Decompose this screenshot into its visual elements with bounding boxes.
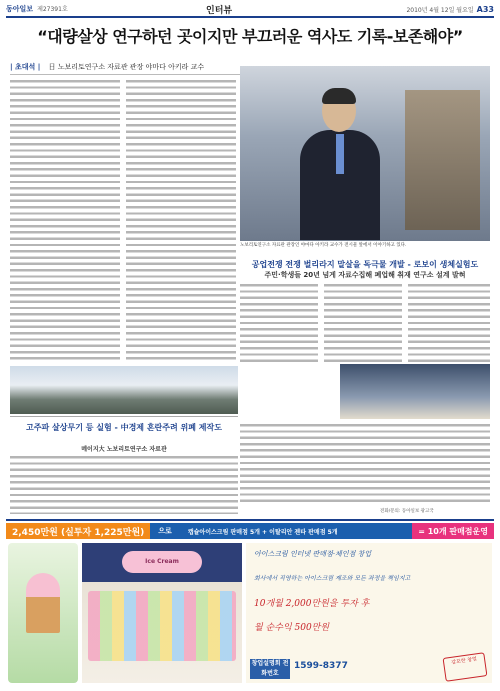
body-column-2 bbox=[126, 80, 236, 360]
ad-hand-2: 회사에서 직영하는 아이스크림 제조와 모든 과정을 책임지고 bbox=[254, 575, 411, 582]
section2-headline: 고주파 살상무기 등 실험 - 中경제 혼란주려 위폐 제작도 bbox=[10, 416, 238, 441]
footer-note: 전화/문의: 동아일보 광고국 bbox=[380, 509, 434, 514]
photo-caption: 노보리토연구소 자료관 관장인 야마다 아키라 교수가 전시물 앞에서 이야기하고 있다. bbox=[240, 243, 407, 248]
byline-tag: | 초대석 | bbox=[10, 63, 41, 71]
right-lower-body bbox=[240, 424, 490, 506]
section2-body bbox=[10, 456, 238, 514]
interviewee-figure bbox=[300, 90, 380, 240]
ad-seal: 감포한 창업 bbox=[443, 652, 488, 682]
page-headline: “대량살상 연구하던 곳이지만 부끄러운 역사도 기록-보존해야” bbox=[37, 27, 463, 46]
text-block bbox=[10, 80, 120, 360]
ad-count: = 10개 판매점운영 bbox=[412, 523, 494, 539]
icecream-display-image bbox=[88, 591, 236, 661]
icecream-cone-icon bbox=[26, 573, 60, 633]
ad-info-stamp: 창업설명회 전화번호 bbox=[251, 660, 289, 677]
exhibit-room-photo bbox=[340, 364, 490, 419]
date-page bbox=[406, 5, 494, 14]
advertisement bbox=[6, 519, 494, 689]
masthead bbox=[6, 4, 494, 18]
ad-brand-logo: Ice Cream bbox=[122, 551, 202, 573]
subhead-line-1: 공업전쟁 전쟁 벌리라지 말살을 독극물 개발 - 로보이 생체실험도 bbox=[251, 260, 479, 269]
section2-subtitle: 메이지大 노보리토연구소 자료관 bbox=[81, 446, 167, 453]
subhead-line-2: 주민·학생들 20년 넘게 자료수집해 폐업해 취재 연구소 설계 발혀 bbox=[264, 271, 466, 279]
body-column-3 bbox=[240, 284, 318, 362]
ad-hand-3: 10개월 2,000만원을 투자 후 bbox=[254, 599, 370, 609]
ad-price-note: 으로 bbox=[158, 527, 172, 535]
museum-building-photo bbox=[10, 366, 238, 414]
article-subhead bbox=[240, 260, 490, 280]
ad-hand-1: 아이스크림 인터넷 판매점·체인점 창업 bbox=[254, 550, 372, 558]
body-column-4 bbox=[324, 284, 402, 362]
ad-phone-number: 1599-8377 bbox=[294, 661, 348, 671]
section-name: 인터뷰 bbox=[206, 6, 233, 16]
ad-price: 2,450만원 (실투자 1,225만원) bbox=[6, 523, 150, 539]
ad-hand-4: 월 순수익 500만원 bbox=[254, 623, 330, 633]
date: 2010년 4월 12일 월요일 bbox=[406, 7, 474, 14]
ad-shop-visual bbox=[82, 543, 242, 683]
text-block bbox=[126, 80, 236, 360]
body-column-1 bbox=[10, 80, 120, 360]
ad-slogan: 캡슐아이스크림 판매점 5개 + 이탈리안 젠타 판매점 5개 bbox=[187, 528, 338, 536]
ad-banner bbox=[6, 523, 494, 539]
byline-text: 日 노보리토연구소 자료관 관장 야마다 아키라 교수 bbox=[48, 63, 205, 71]
paper-name: 동아일보 제27391호 bbox=[6, 5, 68, 13]
ad-handwritten-panel bbox=[246, 543, 492, 683]
edition-number: 제27391호 bbox=[37, 6, 68, 13]
exhibit-shelf-image bbox=[405, 90, 480, 230]
ad-icecream-visual bbox=[8, 543, 78, 683]
body-column-5 bbox=[408, 284, 490, 362]
page-number: A33 bbox=[476, 5, 494, 14]
